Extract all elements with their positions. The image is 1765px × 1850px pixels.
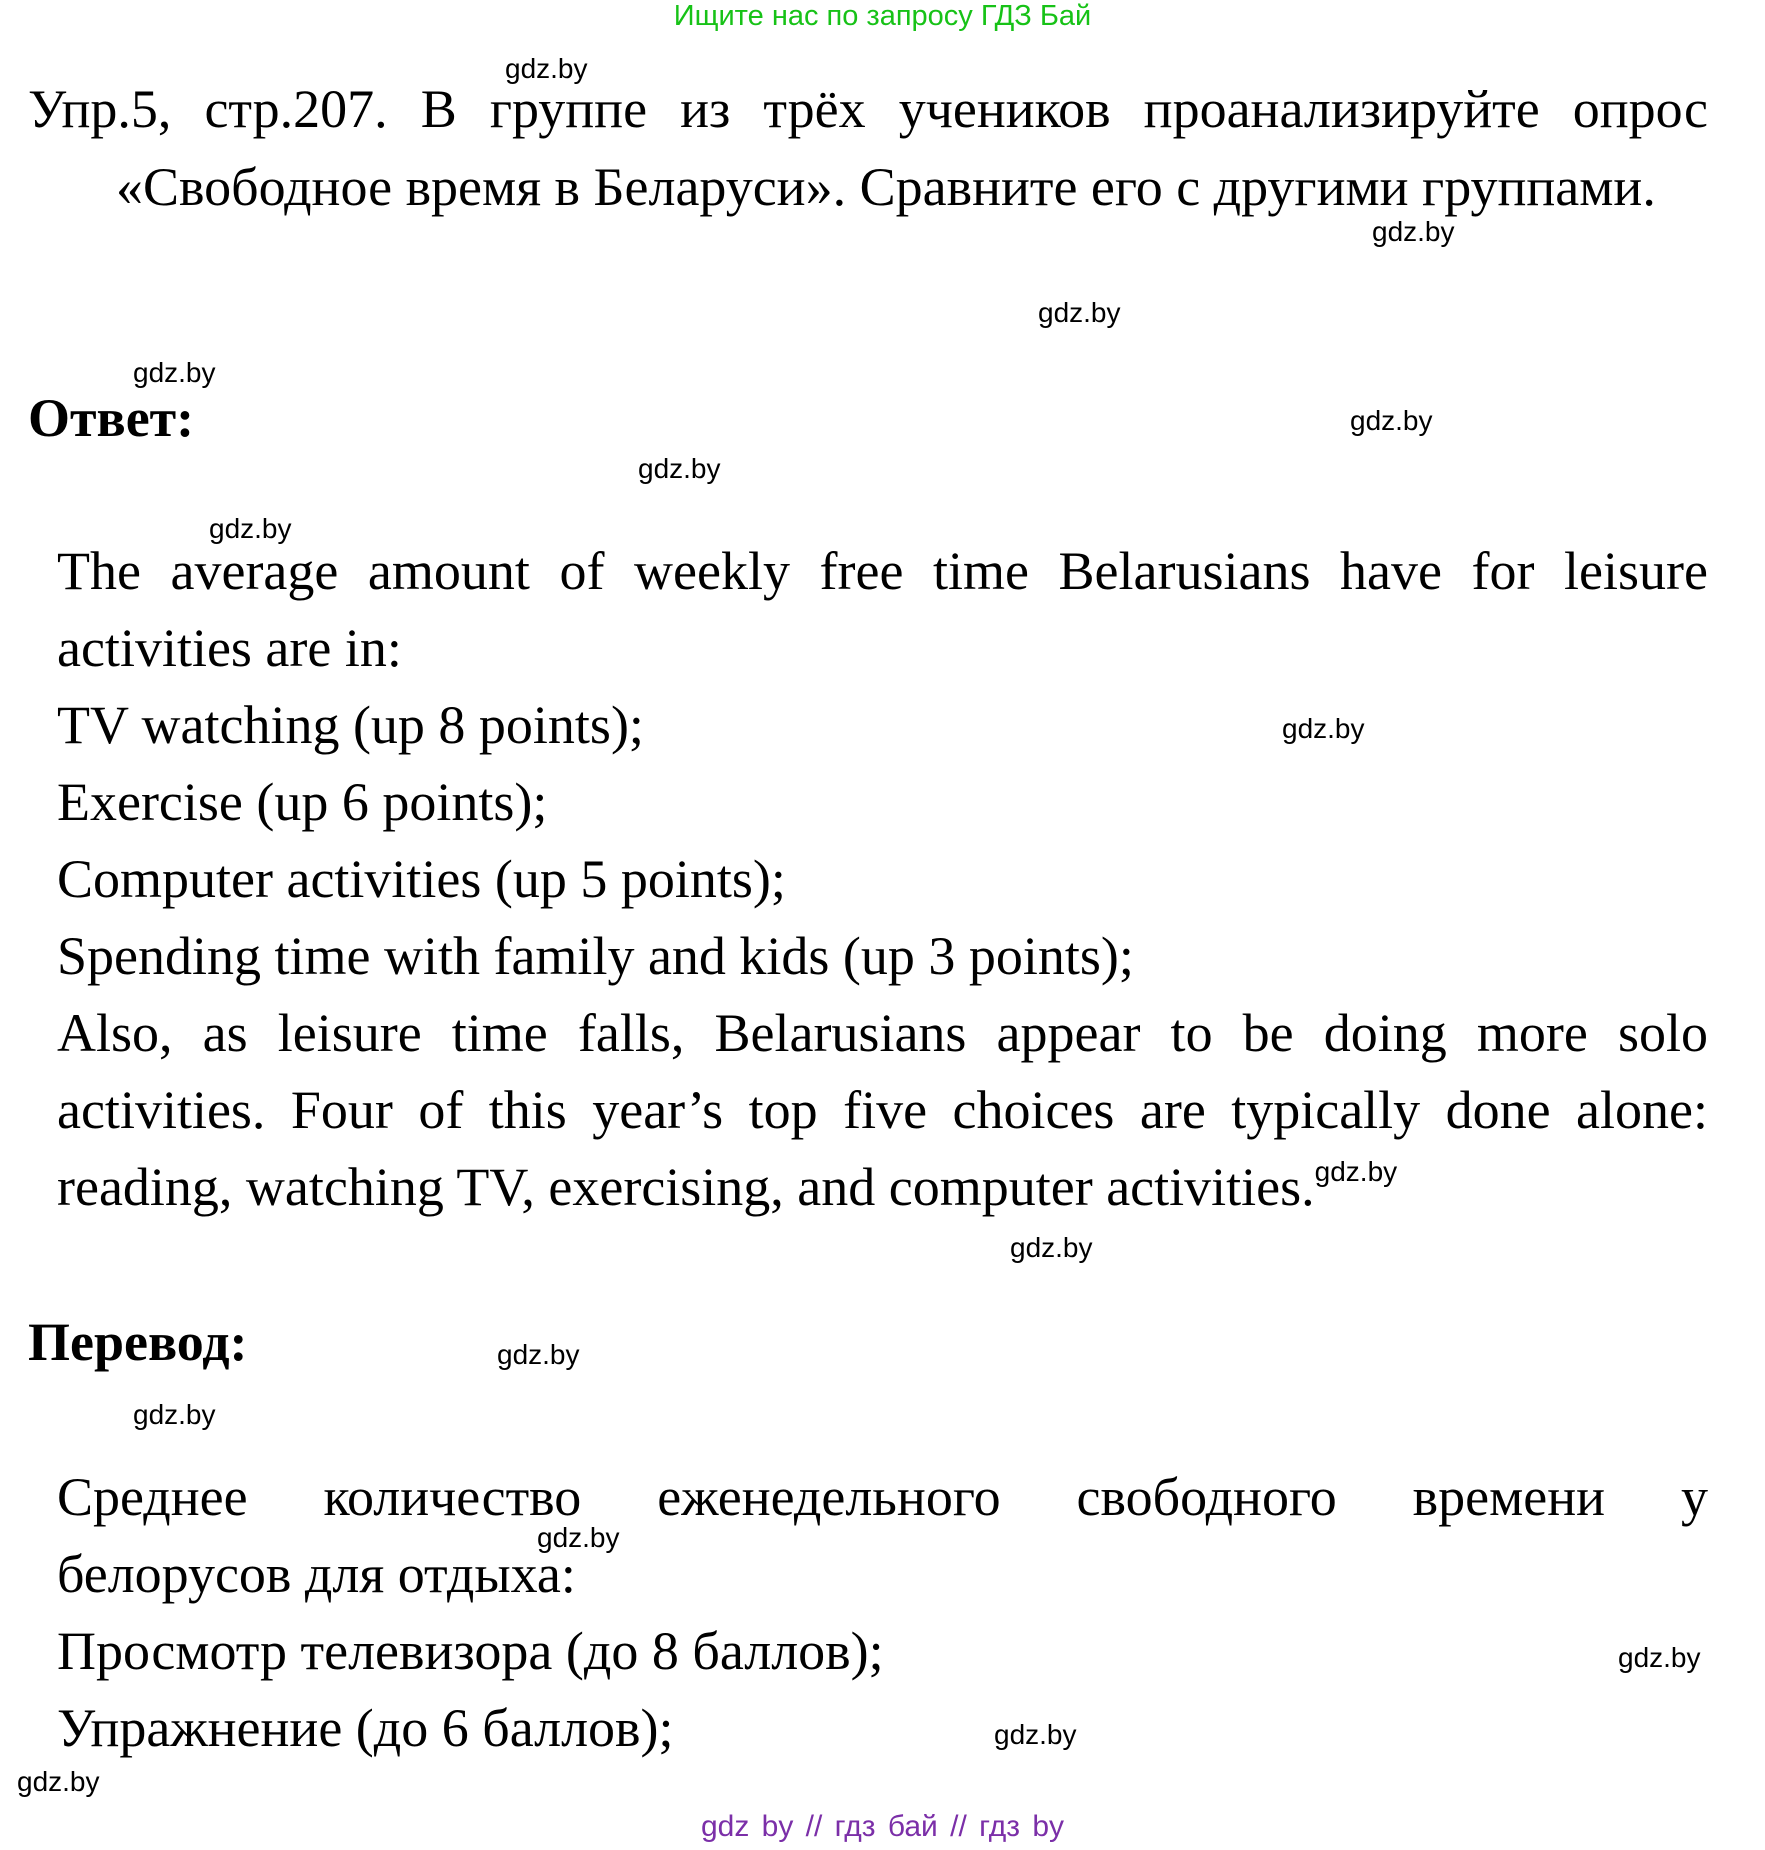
watermark: gdz.by	[497, 1339, 580, 1370]
translation-line: Просмотр телевизора (до 8 баллов);	[57, 1621, 884, 1681]
watermark: gdz.by	[209, 513, 292, 544]
translation-line: Упражнение (до 6 баллов);	[57, 1698, 674, 1758]
watermark: gdz.by	[1282, 713, 1365, 744]
watermark: gdz.by	[1618, 1642, 1701, 1673]
watermark: gdz.by	[1372, 216, 1455, 247]
watermark: gdz.by	[1038, 297, 1121, 328]
answer-line: TV watching (up 8 points);	[57, 695, 644, 755]
watermark: gdz.by	[133, 357, 216, 388]
answer-line: Exercise (up 6 points);	[57, 772, 548, 832]
top-banner: Ищите нас по запросу ГДЗ Бай	[673, 0, 1092, 32]
answer-line: Also, as leisure time falls, Belarusians appear to be doing more solo	[57, 1003, 1708, 1063]
answer-heading: Ответ:	[28, 388, 195, 448]
bottom-banner: gdz by // гдз бай // гдз by	[700, 1810, 1065, 1843]
watermark: gdz.by	[1314, 1156, 1398, 1187]
answer-line: Spending time with family and kids (up 3 points);	[57, 926, 1134, 986]
watermark: gdz.by	[638, 453, 721, 484]
watermark: gdz.by	[505, 53, 588, 84]
watermark: gdz.by	[133, 1399, 216, 1430]
answer-line-last	[57, 1156, 1708, 1218]
watermark: gdz.by	[994, 1719, 1077, 1750]
task-statement: Упр.5, стр.207. В группе из трёх учеников проанализируйте опрос «Свободное время в Беларуси». Сравните его с другими группами.	[28, 79, 1708, 217]
answer-line: activities are in:	[57, 618, 402, 678]
answer-line: The average amount of weekly free time Belarusians have for leisure	[57, 541, 1708, 601]
answer-line-text: reading, watching TV, exercising, and computer activities.	[57, 1157, 1315, 1217]
watermark: gdz.by	[1010, 1232, 1093, 1263]
answer-line: activities. Four of this year’s top five choices are typically done alone:	[57, 1080, 1708, 1140]
translation-line: белорусов для отдыха:	[57, 1544, 576, 1604]
translation-heading: Перевод:	[28, 1312, 248, 1372]
watermark: gdz.by	[17, 1766, 100, 1797]
watermark: gdz.by	[537, 1522, 620, 1553]
translation-line: Среднее количество еженедельного свободного времени у	[57, 1467, 1708, 1527]
answer-line: Computer activities (up 5 points);	[57, 849, 786, 909]
watermark: gdz.by	[1350, 405, 1433, 436]
